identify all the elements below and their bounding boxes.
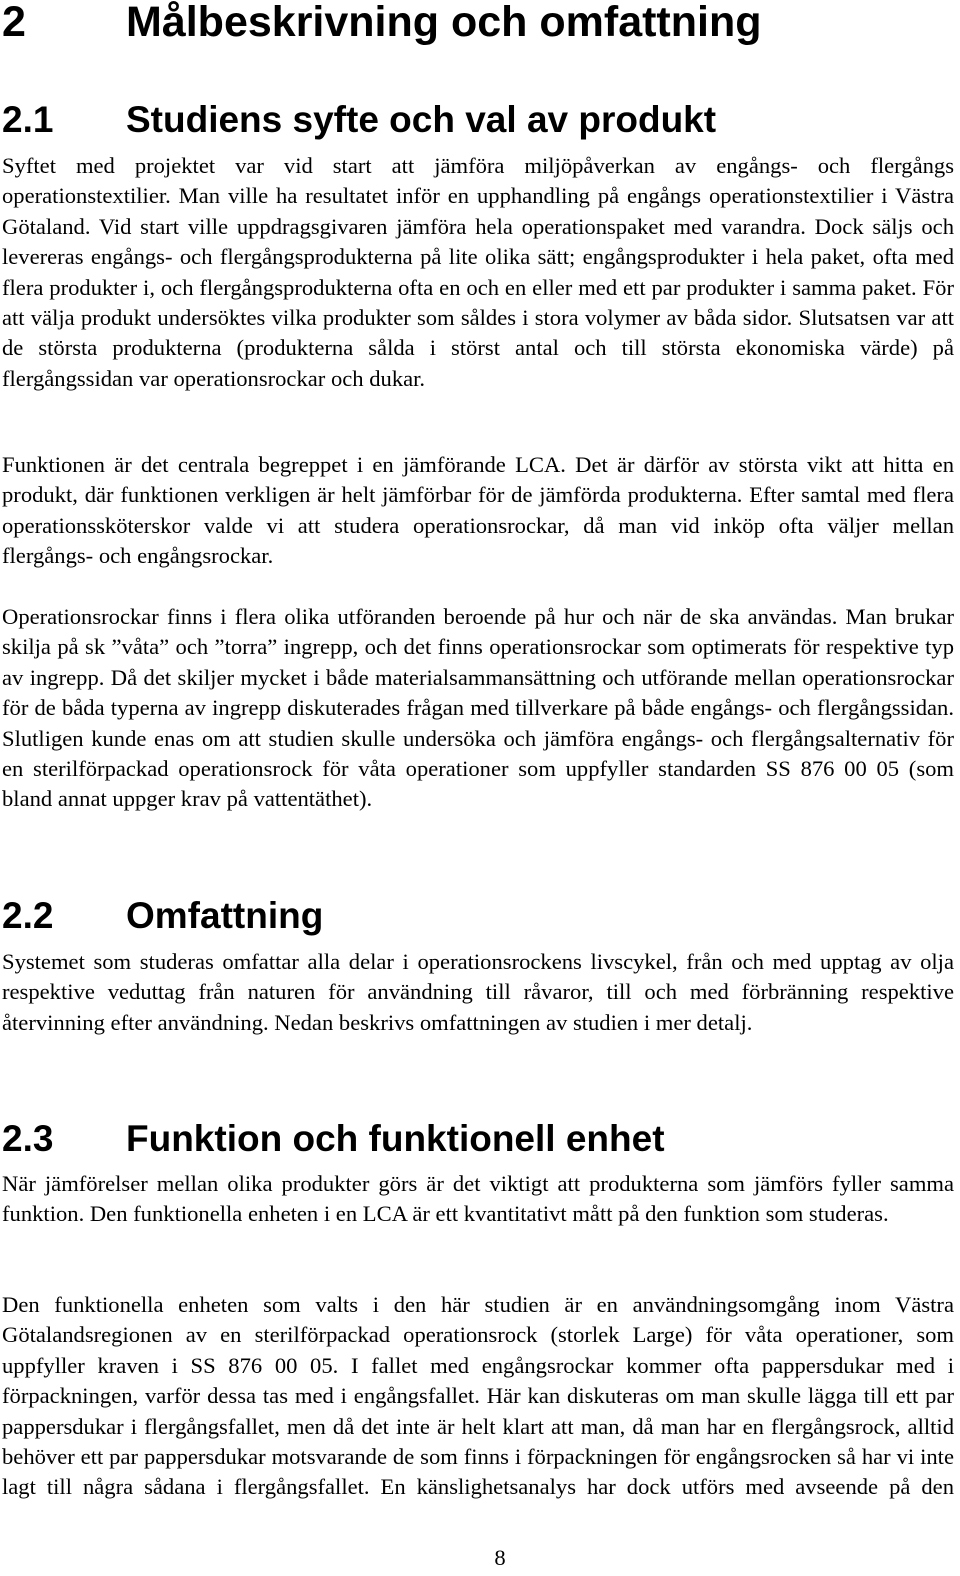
section-heading-2-3 [2, 1117, 665, 1161]
paragraph: Funktionen är det centrala begreppet i en jämförande LCA. Det är därför av största vikt att hitta en produkt, där funktionen verkligen är helt jämförbar för de jämförda produkterna. Efter samtal med flera operationssköterskor valde vi att studera operationsrockar, då man vid inköp ofta väljer mellan flergångs- och engångsrockar. [2, 452, 954, 569]
chapter-title: Målbeskrivning och omfattning [126, 0, 762, 46]
paragraph: Operationsrockar finns i flera olika utföranden beroende på hur och när de ska användas. Man brukar skilja på sk ”våta” och ”torra” ingrepp, och det finns operationsrockar som optimerats för respektive typ av ingrepp. Då det skiljer mycket i både materialsammansättning och utförande mellan operationsrockar för de båda typerna av ingrepp diskuterades frågan med tillverkare på både engångs- och flergångssidan. Slutligen kunde enas om att studien skulle undersöka och jämföra engångs- och flergångsalternativ för en sterilförpackad operationsrock för våta operationer som uppfyller standarden SS 876 00 05 (som bland annat uppger krav på vattentäthet). [2, 604, 954, 812]
section-title: Funktion och funktionell enhet [126, 1118, 665, 1159]
paragraph: Systemet som studeras omfattar alla delar i operationsrockens livscykel, från och med upptag av olja respektive veduttag från naturen för användning till råvaror, till och med förbränning respektive återvinning efter användning. Nedan beskrivs omfattningen av studien i mer detalj. [2, 949, 954, 1035]
section-heading-2-2 [2, 894, 323, 938]
paragraph: Syftet med projektet var vid start att jämföra miljöpåverkan av engångs- och flergångs operationstextilier. Man ville ha resultatet inför en upphandling på engångs operationstextilier i Västra Götaland. Vid start ville uppdragsgivaren jämföra hela operationspaket med varandra. Dock säljs och levereras engångs- och flergångsprodukterna på lite olika sätt; engångsprodukter i hela paket, ofta med flera produkter i, och flergångsprodukterna ofta en och en eller med ett par produkter i samma paket. För att välja produkt undersöktes vilka produkter som såldes i stora volymer av båda sidor. Slutsatsen var att de största produkterna (produkterna sålda i störst antal och till största ekonomiska värde) på flergångssidan var operationsrockar och dukar. [2, 153, 954, 391]
section-number: 2.2 [2, 895, 54, 936]
section-number: 2.1 [2, 99, 54, 140]
paragraph: Den funktionella enheten som valts i den här studien är en användningsomgång inom Västra Götalandsregionen av en sterilförpackad operationsrock (storlek Large) för våta operationer, som uppfyller kraven i SS 876 00 05. I fallet med engångsrockar kommer ofta pappersdukar med i förpackningen, varför dessa tas med i engångsfallet. Här kan diskuteras om man skulle lägga till ett par pappersdukar i flergångsfallet, men då det inte är helt klart att man, då man har en flergångsrock, alltid behöver ett par pappersdukar motsvarande de som finns i förpackningen för engångsrocken så har vi inte lagt till några sådana i flergångsfallet. En känslighetsanalys har dock utförs med avseende på den [2, 1292, 954, 1500]
page-number: 8 [494, 1545, 506, 1570]
section-number: 2.3 [2, 1118, 54, 1159]
paragraph: När jämförelser mellan olika produkter görs är det viktigt att produkterna som jämförs fyller samma funktion. Den funktionella enheten i en LCA är ett kvantitativt mått på den funktion som studeras. [2, 1171, 954, 1227]
chapter-heading [2, 0, 762, 48]
chapter-number: 2 [2, 0, 26, 46]
section-title: Studiens syfte och val av produkt [126, 99, 717, 140]
section-title: Omfattning [126, 895, 324, 936]
section-heading-2-1 [2, 98, 716, 142]
